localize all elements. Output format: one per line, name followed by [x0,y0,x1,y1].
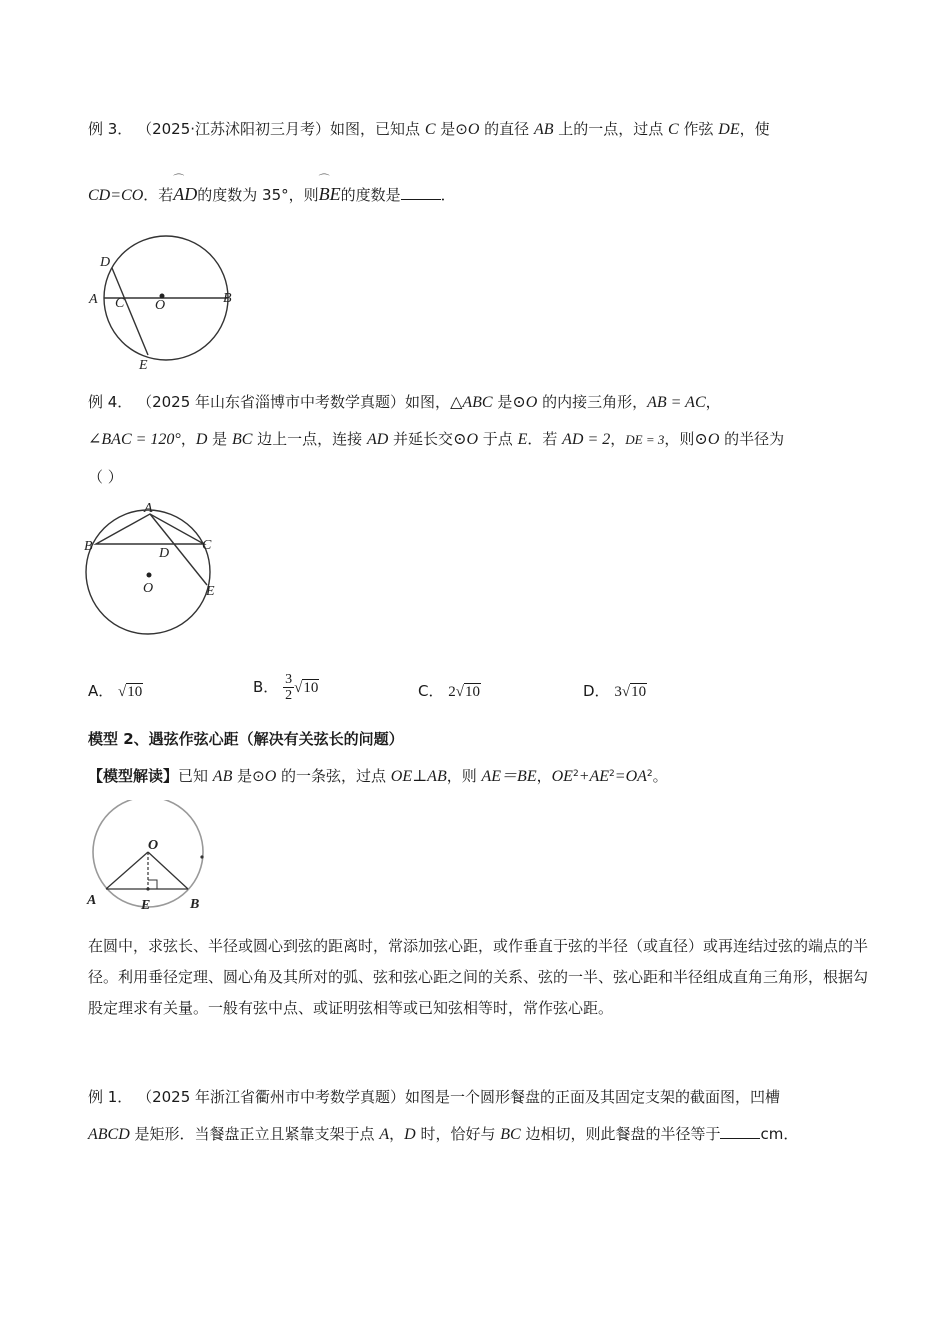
ex1-text: 边相切，则此餐盘的半径等于 [520,1125,721,1143]
ex4-d: D [195,431,208,448]
ex3-point-o: O [467,121,480,138]
ex1-text: 时，恰好与 [415,1125,501,1143]
ex3-line1 [88,118,770,141]
ex3-text: 作弦 [678,120,719,138]
model2-sq: 2 [572,769,579,779]
model2-paragraph: 在圆中，求弦长、半径或圆心到弦的距离时，常添加弦心距，或作垂直于弦的半径（或直径）或再连结过弦的端点的半径。利用垂径定理、圆心角及其所对的弧、弦和弦心距之间的关系、弦的一半、弦心距和半径组成直角三角形，根据勾股定理求有关量。一般有弦中点、或证明弦相等或已知弦相等时，常作弦心距。 [88,937,869,1017]
fig2-label-a: A [144,501,153,516]
ex3-text: 的直径 [479,120,534,138]
ex4-line2 [88,428,784,451]
ex4-ad2: AD = 2 [562,431,611,448]
ex4-text: 如图， [405,393,451,411]
ex3-point-c: C [424,121,436,138]
ex1-d: D [404,1126,416,1143]
ex4-triangle: △ABC [450,394,493,411]
fig2-label-e: E [206,584,215,599]
model2-ae: +AE [578,768,610,785]
ex4-text: 的半径为 [719,430,785,448]
option-d[interactable] [583,680,647,703]
ex4-text: 是 [492,393,513,411]
fig3-label-b: B [190,897,200,912]
fig3-label-a: A [87,893,97,908]
option-b-den: 2 [285,688,293,703]
option-b-letter: B． [253,678,279,696]
ex3-label: 例 3． [88,120,133,138]
ex3-text: ．若 [143,186,174,204]
ex4-text: ，则 [664,430,695,448]
ex4-text: ， [705,393,721,411]
ex1-a: A [379,1126,390,1143]
model2-text: 是⊙ [232,767,265,785]
model2-oe: OE [551,768,573,785]
ex4-circle-o: ⊙O [512,394,538,411]
ex4-text: ， [610,430,626,448]
model2-text: ，则 [446,767,482,785]
ex3-text: ． [440,186,456,204]
ex4-text: 的内接三角形， [537,393,648,411]
ex4-label: 例 4． [88,393,133,411]
ex4-circle-o2: ⊙O [453,431,479,448]
ex4-source: （2025 年山东省淄博市中考数学真题） [137,393,406,411]
ex4-ab-eq-ac: AB = AC [647,394,706,411]
model2-o: O [264,768,277,785]
option-a-letter: A． [88,682,114,700]
answer-blank[interactable] [401,185,441,200]
fig2-label-c: C [202,538,212,553]
ex4-text: ， [180,430,196,448]
ex4-text: 边上一点，连接 [252,430,367,448]
fig2-label-d: D [159,546,170,561]
option-b-num: 3 [285,672,293,687]
ex4-text: ．若 [527,430,563,448]
ex1-text: ， [389,1125,405,1143]
ex3-text: 是⊙ [435,120,468,138]
model2-ab: AB [212,768,233,785]
option-a[interactable] [88,680,143,703]
ex4-text: 是 [207,430,232,448]
model2-text: 。 [652,767,668,785]
fig2-label-b: B [84,539,93,554]
option-c[interactable] [418,680,481,703]
model2-title: 模型 2、遇弦作弦心距（解决有关弦长的问题） [88,730,404,748]
fig2-label-o: O [143,581,154,596]
option-c-letter: C． [418,682,444,700]
ex1-source: （2025 年浙江省衢州市中考数学真题） [137,1088,406,1106]
model2-explain [88,765,668,788]
fig1-label-c: C [115,296,125,311]
ex1-label: 例 1． [88,1088,133,1106]
ex1-line2 [88,1123,798,1146]
fig1-label-o: O [155,298,166,313]
option-b-value: √10 [294,680,319,696]
option-d-value: 3√10 [614,684,647,700]
model2-text: ， [536,767,552,785]
model2-text: 的一条弦，过点 [276,767,391,785]
ex3-text: 的度数为 35°，则 [197,186,319,204]
model2-text: 已知 [178,767,213,785]
ex4-de3: DE = 3 [625,432,665,447]
option-c-rad: 10 [465,684,480,700]
model2-perp: OE⊥AB [390,768,447,785]
option-a-value: √10 [118,684,143,700]
fig1-label-e: E [139,358,148,373]
ex3-text: 如图，已知点 [330,120,425,138]
ex4-text: 并延长交 [388,430,454,448]
ex3-point-c2: C [668,121,679,138]
option-b-fraction [283,672,294,703]
fig3-label-e: E [141,898,151,913]
ex1-abcd: ABCD [88,1126,130,1143]
model2-oa: =OA [614,768,647,785]
figure-ex3-circle [84,228,244,378]
ex3-text: 上的一点，过点 [553,120,669,138]
figure-ex4-circle [82,500,232,650]
model2-sq: 2 [609,769,615,779]
option-d-coef: 3 [614,684,622,700]
ex4-text: 于点 [478,430,518,448]
arc-be-label: BE [318,184,341,204]
option-d-rad: 10 [631,684,647,700]
ex1-text: 是矩形．当餐盘正立且紧靠支架于点 [129,1125,380,1143]
ex4-circle-o3: ⊙O [694,431,720,448]
ex4-ad: AD [366,431,389,448]
model2-bracket: 【模型解读】 [88,767,179,785]
ex3-de: DE [718,121,740,138]
model2-sq: 2 [646,769,653,779]
option-c-value: 2√10 [448,684,480,700]
arc-be: ⌒ BE [318,173,341,204]
ex1-bc: BC [500,1126,521,1143]
option-b[interactable] [253,672,319,703]
ex4-bc: BC [231,431,253,448]
ex4-paren: （ ） [88,468,123,486]
ex3-cdco: CD=CO [88,187,144,204]
ex1-line1 [88,1086,780,1108]
ex1-unit: cm． [760,1125,799,1143]
fig3-label-o: O [148,838,159,853]
ex3-text: ，使 [739,120,770,138]
ex3-line2 [88,173,456,207]
figure-model2-circle [84,800,214,915]
fig1-label-a: A [89,292,98,307]
ex1-text: 如图是一个圆形餐盘的正面及其固定支架的截面图，凹槽 [405,1088,781,1106]
ex3-ab: AB [533,121,554,138]
option-a-rad: 10 [127,684,143,700]
answer-blank-2[interactable] [720,1124,760,1139]
ex3-text: 的度数是 [340,186,401,204]
option-d-letter: D． [583,682,610,700]
arc-ad-label: AD [173,184,198,204]
ex4-e: E [517,431,528,448]
arc-ad: ⌒ AD [173,173,198,204]
fig1-label-b: B [223,291,232,306]
option-c-coef: 2 [448,684,456,700]
fig1-label-d: D [100,255,111,270]
ex4-line1 [88,391,721,414]
option-b-rad: 10 [303,680,319,696]
ex3-source: （2025·江苏沭阳初三月考） [137,120,331,138]
ex4-angle: ∠BAC = 120° [88,431,181,448]
model2-eqs: AE＝BE [481,768,537,785]
